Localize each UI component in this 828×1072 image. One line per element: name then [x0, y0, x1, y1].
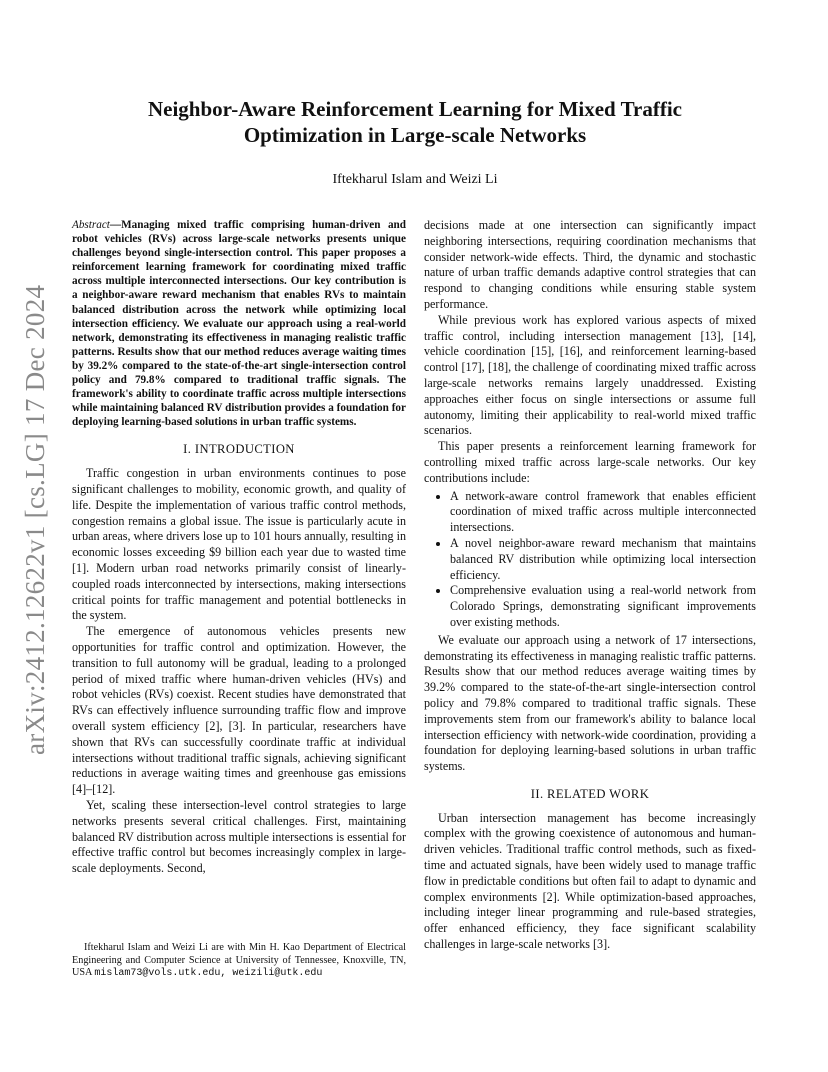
- abstract: [72, 218, 406, 429]
- intro-paragraph: decisions made at one intersection can significantly impact neighboring intersections, requiring coordination mechanisms that consider network-wide effects. Third, the dynamic and stochastic nature of urban traffic demands adaptive control strategies that can respond to changing conditions while ensuring stable system performance.: [424, 218, 756, 311]
- left-column: [72, 218, 406, 877]
- footnote-emails: mislam73@vols.utk.edu, weizili@utk.edu: [94, 968, 323, 980]
- contributions-list: [424, 489, 756, 631]
- intro-paragraph: This paper presents a reinforcement learning framework for controlling mixed traffic across large-scale networks. Our key contributions include:: [424, 439, 756, 485]
- abstract-text: —Managing mixed traffic comprising human-driven and robot vehicles (RVs) across large-scale networks presents unique challenges beyond single-intersection control. This paper proposes a reinforcement learning framework for coordinating mixed traffic across multiple interconnected intersections. Our key contribution is a neighbor-aware reward mechanism that enables RVs to maintain balanced distribution across the network while optimizing local intersection efficiency. We evaluate our approach using a real-world network, demonstrating its effectiveness in managing realistic traffic patterns. Results show that our method reduces average waiting times by 39.2% compared to the state-of-the-art single-intersection control policy and 79.8% compared to traditional traffic signals. The framework's ability to coordinate traffic across multiple intersections while maintaining balanced RV distribution provides a foundation for deploying learning-based solutions in urban traffic systems.: [72, 219, 406, 429]
- right-column: [424, 218, 756, 953]
- intro-paragraph: The emergence of autonomous vehicles presents new opportunities for traffic control and optimization. However, the transition to full autonomy will be gradual, leading to a prolonged period of mixed traffic where human-driven vehicles (HVs) and robot vehicles (RVs) coexist. Recent studies have demonstrated that RVs can effectively influence surrounding traffic flow and improve overall system efficiency [2], [3]. In particular, researchers have shown that RVs can successfully coordinate traffic at individual intersections without traditional traffic signals, achieving significant reductions in average waiting times and greenhouse gas emissions [4]–[12].: [72, 624, 406, 797]
- abstract-lead: Abstract: [72, 219, 110, 231]
- author-footnote: [72, 942, 406, 981]
- section-heading-introduction: I. INTRODUCTION: [183, 442, 295, 457]
- footnote-text: Iftekharul Islam and Weizi Li are with Min H. Kao Department of Electrical Engineering and Computer Science at University of Tennessee, Knoxville, TN, USA: [72, 942, 406, 979]
- intro-paragraph: Yet, scaling these intersection-level control strategies to large networks presents several critical challenges. First, maintaining balanced RV distribution across multiple intersections is essential for effective traffic control but becomes increasingly complex in large-scale deployments. Second,: [72, 797, 407, 876]
- related-work-paragraph: Urban intersection management has become increasingly complex with the growing coexistence of autonomous and human-driven vehicles. Traditional traffic control methods, such as fixed-time and actuated signals, have been widely used to manage traffic flow in predictable conditions but often fail to adapt to dynamic and complex environments [2]. While optimization-based approaches, including integer linear programming and rule-based strategies, offer enhanced efficiency, they face significant scalability challenges in large-scale networks [3].: [424, 810, 756, 952]
- paper-authors: Iftekharul Islam and Weizi Li: [332, 172, 498, 187]
- list-item: • A novel neighbor-aware reward mechanism that maintains balanced RV distribution while optimizing local intersection efficiency.: [450, 536, 756, 583]
- intro-paragraph: While previous work has explored various aspects of mixed traffic control, including intersection management [13], [14], vehicle coordination [15], [16], and reinforcement learning-based control [17], [18], the challenge of coordinating mixed traffic across large-scale networks remains largely unaddressed. Existing approaches either focus on single intersections or assume full autonomy, limiting their applicability to real-world mixed traffic scenarios.: [424, 312, 756, 438]
- intro-paragraph: Traffic congestion in urban environments continues to pose significant challenges to mobility, economic growth, and quality of life. Despite the implementation of various traffic control methods, congestion remains a global issue. The issue is particularly acute in urban areas, where drivers lose up to 101 hours annually, resulting in economic losses exceeding $9 billion each year due to wasted time [1]. Modern urban road networks primarily consist of linearly-coupled roads interconnected by intersections, making intersections critical points for traffic management and potential bottlenecks in the system.: [72, 466, 406, 623]
- intro-paragraph: We evaluate our approach using a network of 17 intersections, demonstrating its effectiveness in managing realistic traffic patterns. Results show that our method reduces average waiting times by 39.2% compared to the state-of-the-art single-intersection control policy and 79.8% compared to traditional traffic signals. These improvements stem from our framework's ability to balance local intersection efficiency with network-wide coordination, providing a foundation for deploying learning-based solutions in urban traffic systems.: [424, 632, 756, 774]
- section-heading-related-work: II. RELATED WORK: [530, 786, 650, 801]
- paper-title: Neighbor-Aware Reinforcement Learning for Mixed Traffic Optimization in Large-scale Networks: [147, 97, 683, 147]
- list-item: • A network-aware control framework that enables efficient coordination of mixed traffic across multiple interconnected intersections.: [450, 489, 756, 536]
- arxiv-identifier: arXiv:2412.12622v1 [cs.LG] 17 Dec 2024: [20, 284, 50, 755]
- list-item: • Comprehensive evaluation using a real-world network from Colorado Springs, demonstrating significant improvements over existing methods.: [450, 583, 756, 630]
